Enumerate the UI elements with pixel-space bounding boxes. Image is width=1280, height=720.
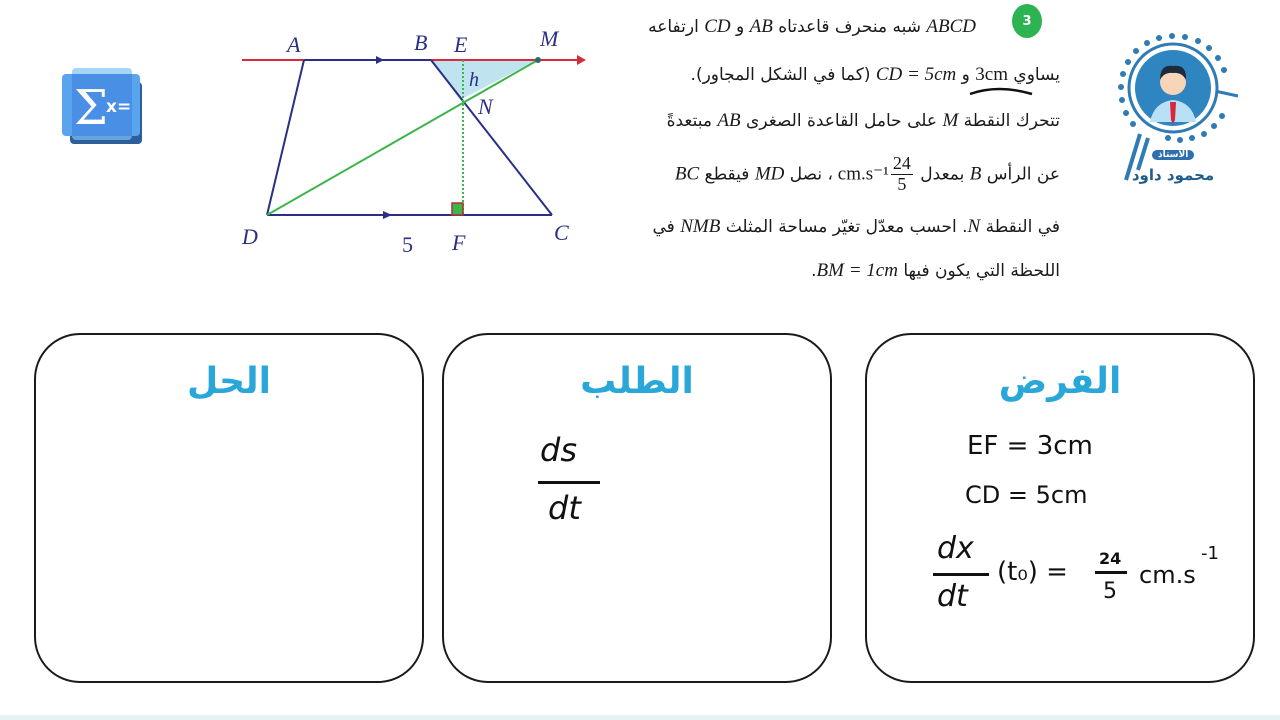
exercise-line-5: في النقطة N. احسب معدّل تغيّر مساحة المثلث NMB في [652,216,1060,237]
label-h: h [469,69,479,91]
exercise-number-badge: 3 [1012,4,1042,38]
trapezoid-figure [232,22,592,267]
teacher-name: محمود داود [1131,166,1215,184]
given-dx: dx [937,531,974,566]
exercise-line-2: يساوي 3cm و CD = 5cm (كما في الشكل المجاور). [690,64,1060,85]
bottom-bar [0,715,1280,720]
given-value-den: 5 [1103,579,1117,604]
label-b: B [414,30,428,55]
label-a: A [287,32,301,57]
given-ef: EF = 3cm [967,431,1093,461]
label-n: N [478,94,493,119]
exercise-line-3: تتحرك النقطة M على حامل القاعدة الصغرى AB مبتعدةً [666,110,1060,131]
given-fraction-bar [933,573,989,576]
label-m: M [540,26,559,51]
solution-title: الحل [187,361,271,402]
exercise-line-6: اللحظة التي يكون فيها BM = 1cm. [811,260,1060,281]
given-card[interactable] [865,333,1255,683]
given-dt: dt [937,579,968,614]
label-c: C [554,220,569,245]
given-t0: (t₀) = [997,557,1068,587]
given-unit: cm.s [1139,561,1196,589]
given-title: الفرض [998,361,1122,402]
required-ds: ds [540,431,577,469]
teacher-title-badge: الأستاذ [1152,150,1194,160]
given-exp: -1 [1201,543,1219,564]
handwritten-underline [968,84,1034,98]
solution-card[interactable] [34,333,424,683]
required-fraction-bar [538,481,600,484]
svg-text:x=: x= [106,97,132,117]
required-title: الطلب [580,361,694,402]
sigma-calculator-app-icon[interactable] [62,68,144,146]
given-value-num: 24 [1099,549,1122,568]
exercise-line-1: ABCD شبه منحرف قاعدتاه AB و CD ارتفاعه [648,16,976,37]
rate-fraction: $\frac{24}{5}$ [892,153,911,194]
given-cd: CD = 5cm [965,481,1088,509]
svg-text:Σ: Σ [74,80,108,136]
given-value-bar [1095,571,1127,574]
label-five: 5 [402,232,413,257]
label-d: D [242,224,258,249]
required-dt: dt [548,489,581,527]
exercise-line-4: عن الرأس B بمعدل $\frac{24}{5}$ cm.s⁻¹، نصل MD فيقطع BC [674,153,1060,194]
label-f: F [452,230,466,255]
label-e: E [454,32,468,57]
required-card[interactable] [442,333,832,683]
